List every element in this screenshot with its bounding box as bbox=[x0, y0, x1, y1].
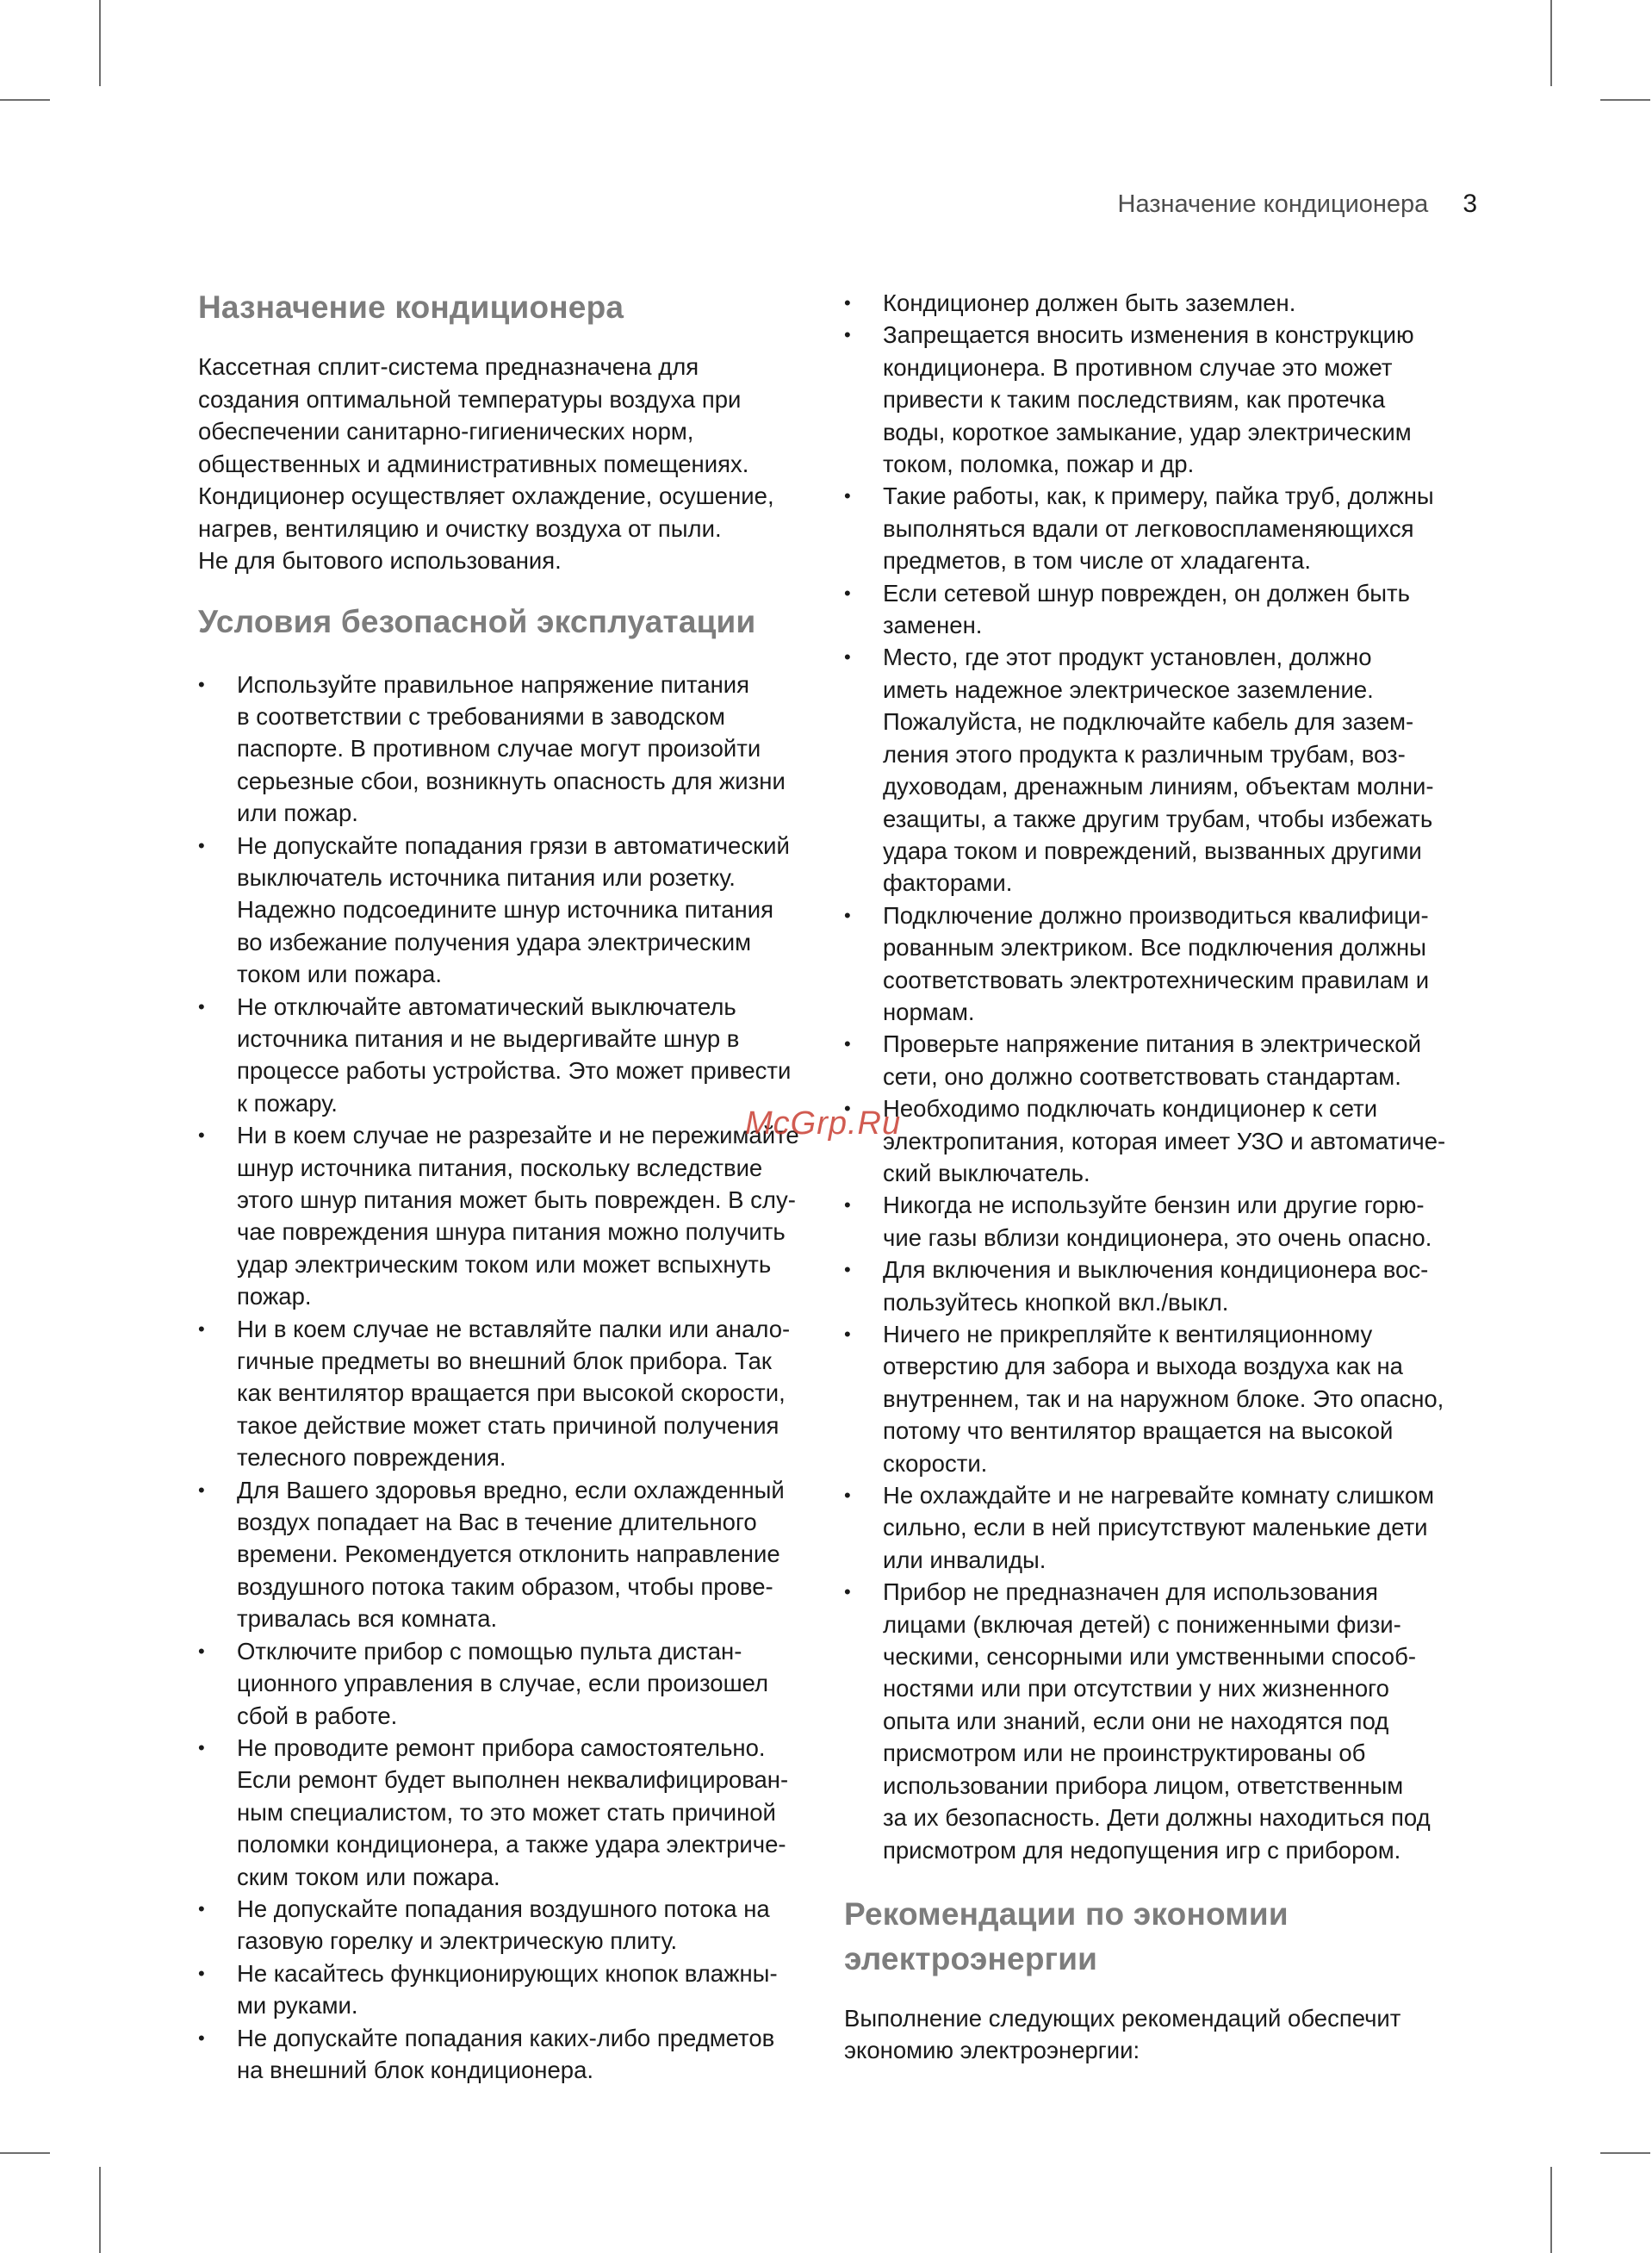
list-item-line: Если сетевой шнур поврежден, он должен быть bbox=[883, 579, 1410, 607]
list-item-line: Никогда не используйте бензин или другие горю- bbox=[883, 1192, 1425, 1219]
safety-list-right bbox=[844, 287, 1461, 1866]
right-column bbox=[844, 287, 1461, 2067]
left-column bbox=[198, 287, 810, 2086]
list-item-line: как вентилятор вращается при высокой скорости, bbox=[237, 1379, 786, 1407]
energy-title-line: Рекомендации по экономии bbox=[844, 1895, 1289, 1932]
text-line: экономию электроэнергии: bbox=[844, 2037, 1140, 2064]
text-line: обеспечении санитарно-гигиенических норм, bbox=[198, 418, 694, 445]
list-item-line: сбой в работе. bbox=[237, 1702, 398, 1729]
watermark: McGrp.Ru bbox=[745, 1105, 902, 1142]
list-item bbox=[198, 1635, 810, 1732]
crop-mark-top-right bbox=[1550, 0, 1552, 86]
list-item-line: на внешний блок кондиционера. bbox=[237, 2056, 594, 2083]
list-item-line: предметов, в том числе от хладагента. bbox=[883, 547, 1311, 575]
list-item-line: чие газы вблизи кондиционера, это очень опасно. bbox=[883, 1223, 1432, 1251]
text-line: нагрев, вентиляцию и очистку воздуха от пыли. bbox=[198, 514, 722, 542]
list-item-line: или инвалиды. bbox=[883, 1546, 1046, 1573]
list-item-line: сильно, если в ней присутствуют маленькие дети bbox=[883, 1514, 1428, 1541]
list-item-line: рованным электриком. Все подключения должны bbox=[883, 934, 1426, 962]
section-title-safety: Условия безопасной эксплуатации bbox=[198, 603, 756, 639]
text-line: создания оптимальной температуры воздуха при bbox=[198, 385, 742, 413]
list-item bbox=[198, 1474, 810, 1635]
list-item bbox=[198, 991, 810, 1120]
safety-list-left bbox=[198, 669, 810, 2087]
text-line: Выполнение следующих рекомендаций обеспечит bbox=[844, 2004, 1401, 2032]
purpose-paragraph bbox=[198, 351, 810, 577]
list-item-line: отверстию для забора и выхода воздуха как на bbox=[883, 1353, 1403, 1380]
list-item-line: источника питания и не выдергивайте шнур в bbox=[237, 1024, 740, 1052]
list-item-line: Место, где этот продукт установлен, должно bbox=[883, 644, 1372, 671]
list-item-line: чае повреждения шнура питания можно получить bbox=[237, 1218, 786, 1246]
list-item-line: Используйте правильное напряжение питания bbox=[237, 670, 750, 698]
list-item-line: Не касайтесь функционирующих кнопок влажны- bbox=[237, 1959, 778, 1987]
list-item-line: Запрещается вносить изменения в конструкцию bbox=[883, 321, 1414, 349]
text-line: Не для бытового использования. bbox=[198, 547, 562, 574]
list-item-line: факторами. bbox=[883, 869, 1013, 897]
crop-mark-bottom-right-h bbox=[1600, 2152, 1650, 2154]
section-title-purpose: Назначение кондиционера bbox=[198, 289, 624, 325]
crop-mark-bottom-left-h bbox=[0, 2152, 50, 2154]
list-item-line: во избежание получения удара электрическим bbox=[237, 928, 752, 955]
list-item-line: этого шнур питания может быть поврежден. В слу- bbox=[237, 1186, 796, 1213]
header-section-title: Назначение кондиционера bbox=[1117, 190, 1429, 218]
list-item-line: током или пожара. bbox=[237, 961, 442, 988]
list-item bbox=[198, 1119, 810, 1312]
list-item-line: или пожар. bbox=[237, 800, 358, 827]
list-item-line: поломки кондиционера, а также удара электриче- bbox=[237, 1831, 786, 1858]
list-item-line: соответствовать электротехническим правилам и bbox=[883, 966, 1430, 993]
list-item-line: лицами (включая детей) с пониженными физи- bbox=[883, 1610, 1401, 1638]
list-item-line: Если ремонт будет выполнен неквалифицирован- bbox=[237, 1766, 789, 1794]
crop-mark-top-right-h bbox=[1600, 99, 1650, 101]
list-item-line: времени. Рекомендуется отклонить направление bbox=[237, 1540, 780, 1568]
list-item-line: током, поломка, пожар и др. bbox=[883, 451, 1195, 478]
list-item-line: иметь надежное электрическое заземление. bbox=[883, 675, 1374, 703]
list-item bbox=[198, 830, 810, 991]
energy-paragraph bbox=[844, 2002, 1461, 2067]
list-item bbox=[198, 669, 810, 830]
list-item-line: Отключите прибор с помощью пульта дистан- bbox=[237, 1637, 742, 1665]
energy-title-line: электроэнергии bbox=[844, 1940, 1098, 1976]
list-item bbox=[844, 480, 1461, 576]
list-item bbox=[198, 1732, 810, 1893]
list-item bbox=[844, 287, 1461, 319]
list-item-line: гичные предметы во внешний блок прибора. Так bbox=[237, 1347, 772, 1375]
list-item-line: в соответствии с требованиями в заводском bbox=[237, 702, 725, 730]
list-item-line: ский выключатель. bbox=[883, 1159, 1090, 1186]
text-line: общественных и административных помещениях. bbox=[198, 450, 749, 477]
list-item-line: процессе работы устройства. Это может привести bbox=[237, 1057, 792, 1085]
list-item bbox=[844, 1479, 1461, 1576]
list-item-line: за их безопасность. Дети должны находиться под bbox=[883, 1804, 1431, 1832]
list-item-line: ским током или пожара. bbox=[237, 1863, 500, 1890]
list-item-line: такое действие может стать причиной получения bbox=[237, 1411, 779, 1439]
list-item bbox=[198, 1893, 810, 1957]
list-item-line: Надежно подсоедините шнур источника питания bbox=[237, 896, 773, 924]
list-item-line: Не проводите ремонт прибора самостоятельно. bbox=[237, 1733, 766, 1761]
list-item-line: Не допускайте попадания воздушного потока на bbox=[237, 1895, 770, 1922]
list-item bbox=[198, 1313, 810, 1474]
section-title-energy bbox=[844, 1892, 1461, 1982]
list-item-line: ционного управления в случае, если произошел bbox=[237, 1670, 769, 1697]
list-item-line: внутреннем, так и на наружном блоке. Это опасно, bbox=[883, 1385, 1444, 1412]
list-item-line: выключатель источника питания или розетку. bbox=[237, 863, 736, 891]
list-item-line: воздушного потока таким образом, чтобы прове- bbox=[237, 1572, 773, 1600]
text-line: Кассетная сплит-система предназначена для bbox=[198, 353, 699, 380]
list-item-line: ным специалистом, то это может стать причиной bbox=[237, 1798, 776, 1826]
list-item-line: пользуйтесь кнопкой вкл./выкл. bbox=[883, 1288, 1229, 1316]
crop-mark-top-left-h bbox=[0, 99, 50, 101]
list-item-line: Не допускайте попадания грязи в автоматический bbox=[237, 831, 790, 859]
list-item-line: Такие работы, как, к примеру, пайка труб, должны bbox=[883, 482, 1434, 510]
list-item bbox=[844, 1254, 1461, 1318]
list-item-line: тривалась вся комната. bbox=[237, 1605, 498, 1633]
list-item-line: к пожару. bbox=[237, 1089, 338, 1117]
list-item-line: заменен. bbox=[883, 612, 983, 639]
list-item-line: Прибор не предназначен для использования bbox=[883, 1578, 1378, 1606]
crop-mark-bottom-left bbox=[99, 2167, 101, 2253]
list-item-line: воды, короткое замыкание, удар электрическим bbox=[883, 418, 1412, 445]
list-item-line: ми руками. bbox=[237, 1992, 358, 2020]
crop-mark-top-left bbox=[99, 0, 101, 86]
list-item-line: скорости. bbox=[883, 1449, 988, 1477]
list-item bbox=[844, 577, 1461, 642]
list-item bbox=[844, 1028, 1461, 1092]
list-item-line: Ни в коем случае не вставляйте палки или анало- bbox=[237, 1315, 791, 1342]
list-item-line: воздух попадает на Вас в течение длительного bbox=[237, 1509, 757, 1536]
list-item-line: газовую горелку и электрическую плиту. bbox=[237, 1927, 678, 1955]
list-item-line: присмотром для недопущения игр с прибором. bbox=[883, 1836, 1401, 1864]
list-item-line: использовании прибора лицом, ответственным bbox=[883, 1771, 1404, 1799]
list-item-line: опыта или знаний, если они не находятся под bbox=[883, 1707, 1389, 1734]
list-item-line: Не охлаждайте и не нагревайте комнату слишком bbox=[883, 1482, 1435, 1509]
list-item-line: Ничего не прикрепляйте к вентиляционному bbox=[883, 1321, 1373, 1347]
list-item bbox=[198, 2022, 810, 2087]
text-line: Кондиционер осуществляет охлаждение, осушение, bbox=[198, 482, 774, 509]
list-item-line: Для Вашего здоровья вредно, если охлажденный bbox=[237, 1476, 785, 1503]
list-item-line: Не отключайте автоматический выключатель bbox=[237, 993, 736, 1020]
list-item-line: паспорте. В противном случае могут произойти bbox=[237, 735, 761, 762]
list-item-line: серьезные сбои, возникнуть опасность для жизни bbox=[237, 767, 786, 794]
list-item-line: привести к таким последствиям, как протечка bbox=[883, 386, 1386, 414]
list-item-line: Кондиционер должен быть заземлен. bbox=[883, 289, 1296, 316]
list-item-line: езащиты, а также другим трубам, чтобы избежать bbox=[883, 805, 1433, 832]
list-item bbox=[198, 1957, 810, 2022]
list-item-line: Для включения и выключения кондиционера вос- bbox=[883, 1256, 1429, 1284]
list-item-line: Не допускайте попадания каких-либо предметов bbox=[237, 2024, 775, 2051]
list-item bbox=[844, 899, 1461, 1029]
list-item-line: пожар. bbox=[237, 1283, 312, 1310]
list-item-line: удар электрическим током или может вспыхнуть bbox=[237, 1250, 772, 1278]
list-item-line: Подключение должно производиться квалифици- bbox=[883, 901, 1429, 929]
list-item-line: духоводам, дренажным линиям, объектам молни- bbox=[883, 773, 1434, 800]
list-item-line: Пожалуйста, не подключайте кабель для зазем- bbox=[883, 708, 1414, 736]
list-item-line: Проверьте напряжение питания в электрической bbox=[883, 1030, 1421, 1058]
list-item-line: электропитания, которая имеет УЗО и автоматиче- bbox=[883, 1127, 1446, 1155]
crop-mark-bottom-right bbox=[1550, 2167, 1552, 2253]
list-item bbox=[844, 1318, 1461, 1479]
list-item bbox=[844, 1576, 1461, 1866]
list-item-line: ностями или при отсутствии у них жизненного bbox=[883, 1675, 1389, 1702]
list-item-line: потому что вентилятор вращается на высокой bbox=[883, 1417, 1394, 1445]
page-number: 3 bbox=[1463, 190, 1477, 218]
list-item-line: Необходимо подключать кондиционер к сети bbox=[883, 1095, 1378, 1123]
list-item-line: кондиционера. В противном случае это может bbox=[883, 353, 1393, 381]
running-header bbox=[1118, 190, 1478, 219]
list-item-line: присмотром или не проинструктированы об bbox=[883, 1740, 1366, 1767]
list-item bbox=[844, 1189, 1461, 1254]
list-item bbox=[844, 319, 1461, 480]
list-item-line: удара током и повреждений, вызванных другими bbox=[883, 837, 1422, 864]
list-item-line: ческими, сенсорными или умственными способ- bbox=[883, 1643, 1416, 1671]
list-item-line: шнур источника питания, поскольку вследствие bbox=[237, 1154, 763, 1181]
list-item-line: выполняться вдали от легковоспламеняющихся bbox=[883, 514, 1414, 542]
list-item-line: нормам. bbox=[883, 998, 975, 1025]
list-item-line: ления этого продукта к различным трубам, воз- bbox=[883, 740, 1406, 768]
list-item-line: Ни в коем случае не разрезайте и не пережимайте bbox=[237, 1122, 799, 1149]
list-item bbox=[844, 1092, 1461, 1189]
list-item bbox=[844, 641, 1461, 899]
list-item-line: телесного повреждения. bbox=[237, 1444, 506, 1472]
list-item-line: сети, оно должно соответствовать стандартам. bbox=[883, 1062, 1401, 1090]
